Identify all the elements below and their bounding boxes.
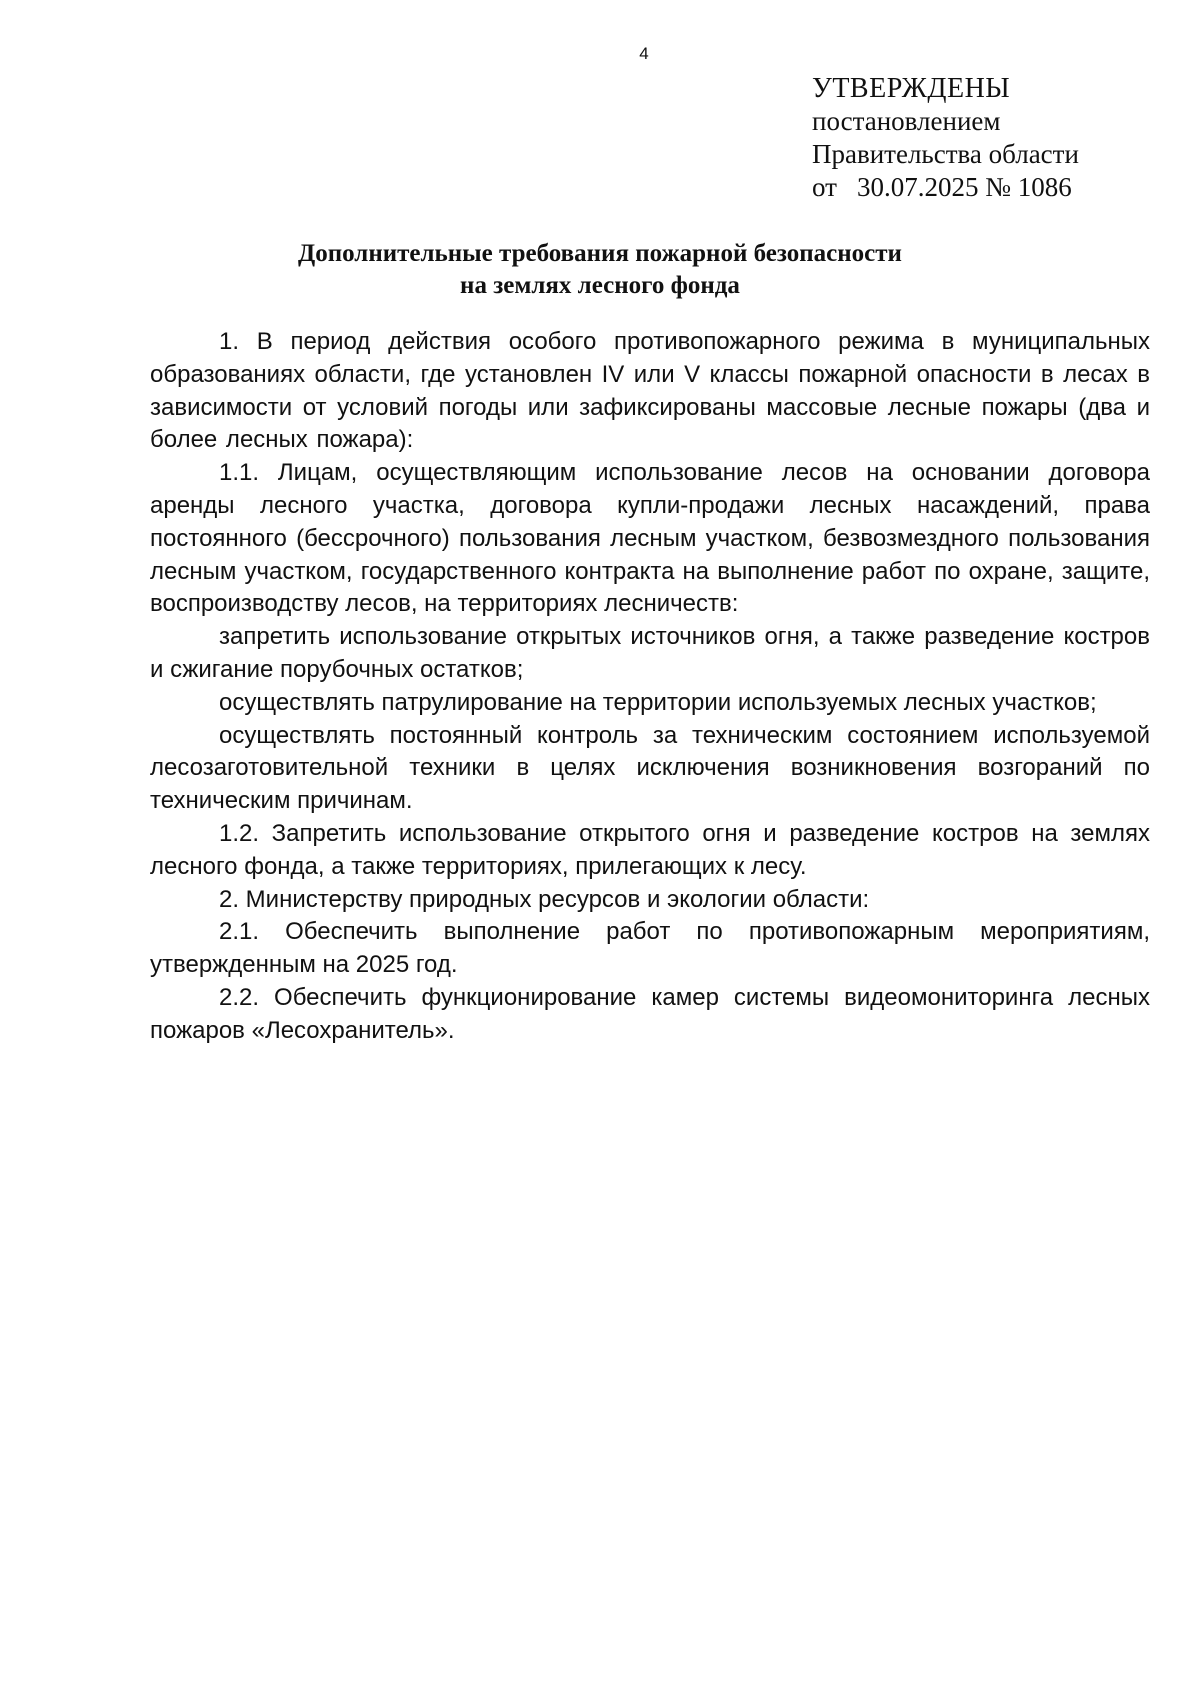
paragraph-1: 1. В период действия особого противопожарного режима в муниципальных образованиях области, где установлен IV или V классы пожарной опасности в лесах в зависимости от условий погоды или зафиксированы массовые лесные пожары (два и более лесных пожара): bbox=[150, 328, 1150, 454]
paragraph-2-1: 2.1. Обеспечить выполнение работ по противопожарным мероприятиям, утвержденным на 2025 год. bbox=[150, 918, 1150, 979]
approval-date-line bbox=[812, 171, 1079, 204]
approval-date-value: 30.07.2025 № 1086 bbox=[856, 172, 1072, 202]
paragraph-1-1-item-2: осуществлять патрулирование на территории используемых лесных участков; bbox=[219, 688, 1097, 716]
paragraph-1-1-item-1: запретить использование открытых источников огня, а также разведение костров и сжигание порубочных остатков; bbox=[150, 623, 1150, 683]
document-title-line-1: Дополнительные требования пожарной безопасности bbox=[298, 240, 902, 267]
paragraph-2-2: 2.2. Обеспечить функционирование камер системы видеомониторинга лесных пожаров «Лесохранитель». bbox=[150, 983, 1150, 1044]
document-body bbox=[150, 326, 1150, 1048]
paragraph-1-1-item-3: осуществлять постоянный контроль за техническим состоянием используемой лесозаготовительной техники в целях исключения возникновения возгораний по техническим причинам. bbox=[150, 721, 1150, 815]
page-number: 4 bbox=[639, 44, 649, 63]
paragraph-2: 2. Министерству природных ресурсов и экологии области: bbox=[219, 885, 870, 913]
approval-date-prefix: от bbox=[812, 172, 837, 202]
paragraph-1-2: 1.2. Запретить использование открытого огня и разведение костров на землях лесного фонда, а также территориях, прилегающих к лесу. bbox=[150, 819, 1150, 880]
document-title-line-2: на землях лесного фонда bbox=[460, 272, 740, 299]
approval-line-government: Правительства области bbox=[812, 139, 1079, 169]
approval-block bbox=[812, 72, 1079, 204]
approval-line-decree: постановлением bbox=[812, 106, 1001, 136]
paragraph-1-1: 1.1. Лицам, осуществляющим использование лесов на основании договора аренды лесного участка, договора купли-продажи лесных насаждений, права постоянного (бессрочного) пользования лесным участком, безвозмездного пользования лесным участком, государственного контракта на выполнение работ по охране, защите, воспроизводству лесов, на территориях лесничеств: bbox=[150, 459, 1150, 618]
document-title bbox=[150, 238, 1050, 302]
approval-title: УТВЕРЖДЕНЫ bbox=[812, 73, 1011, 104]
